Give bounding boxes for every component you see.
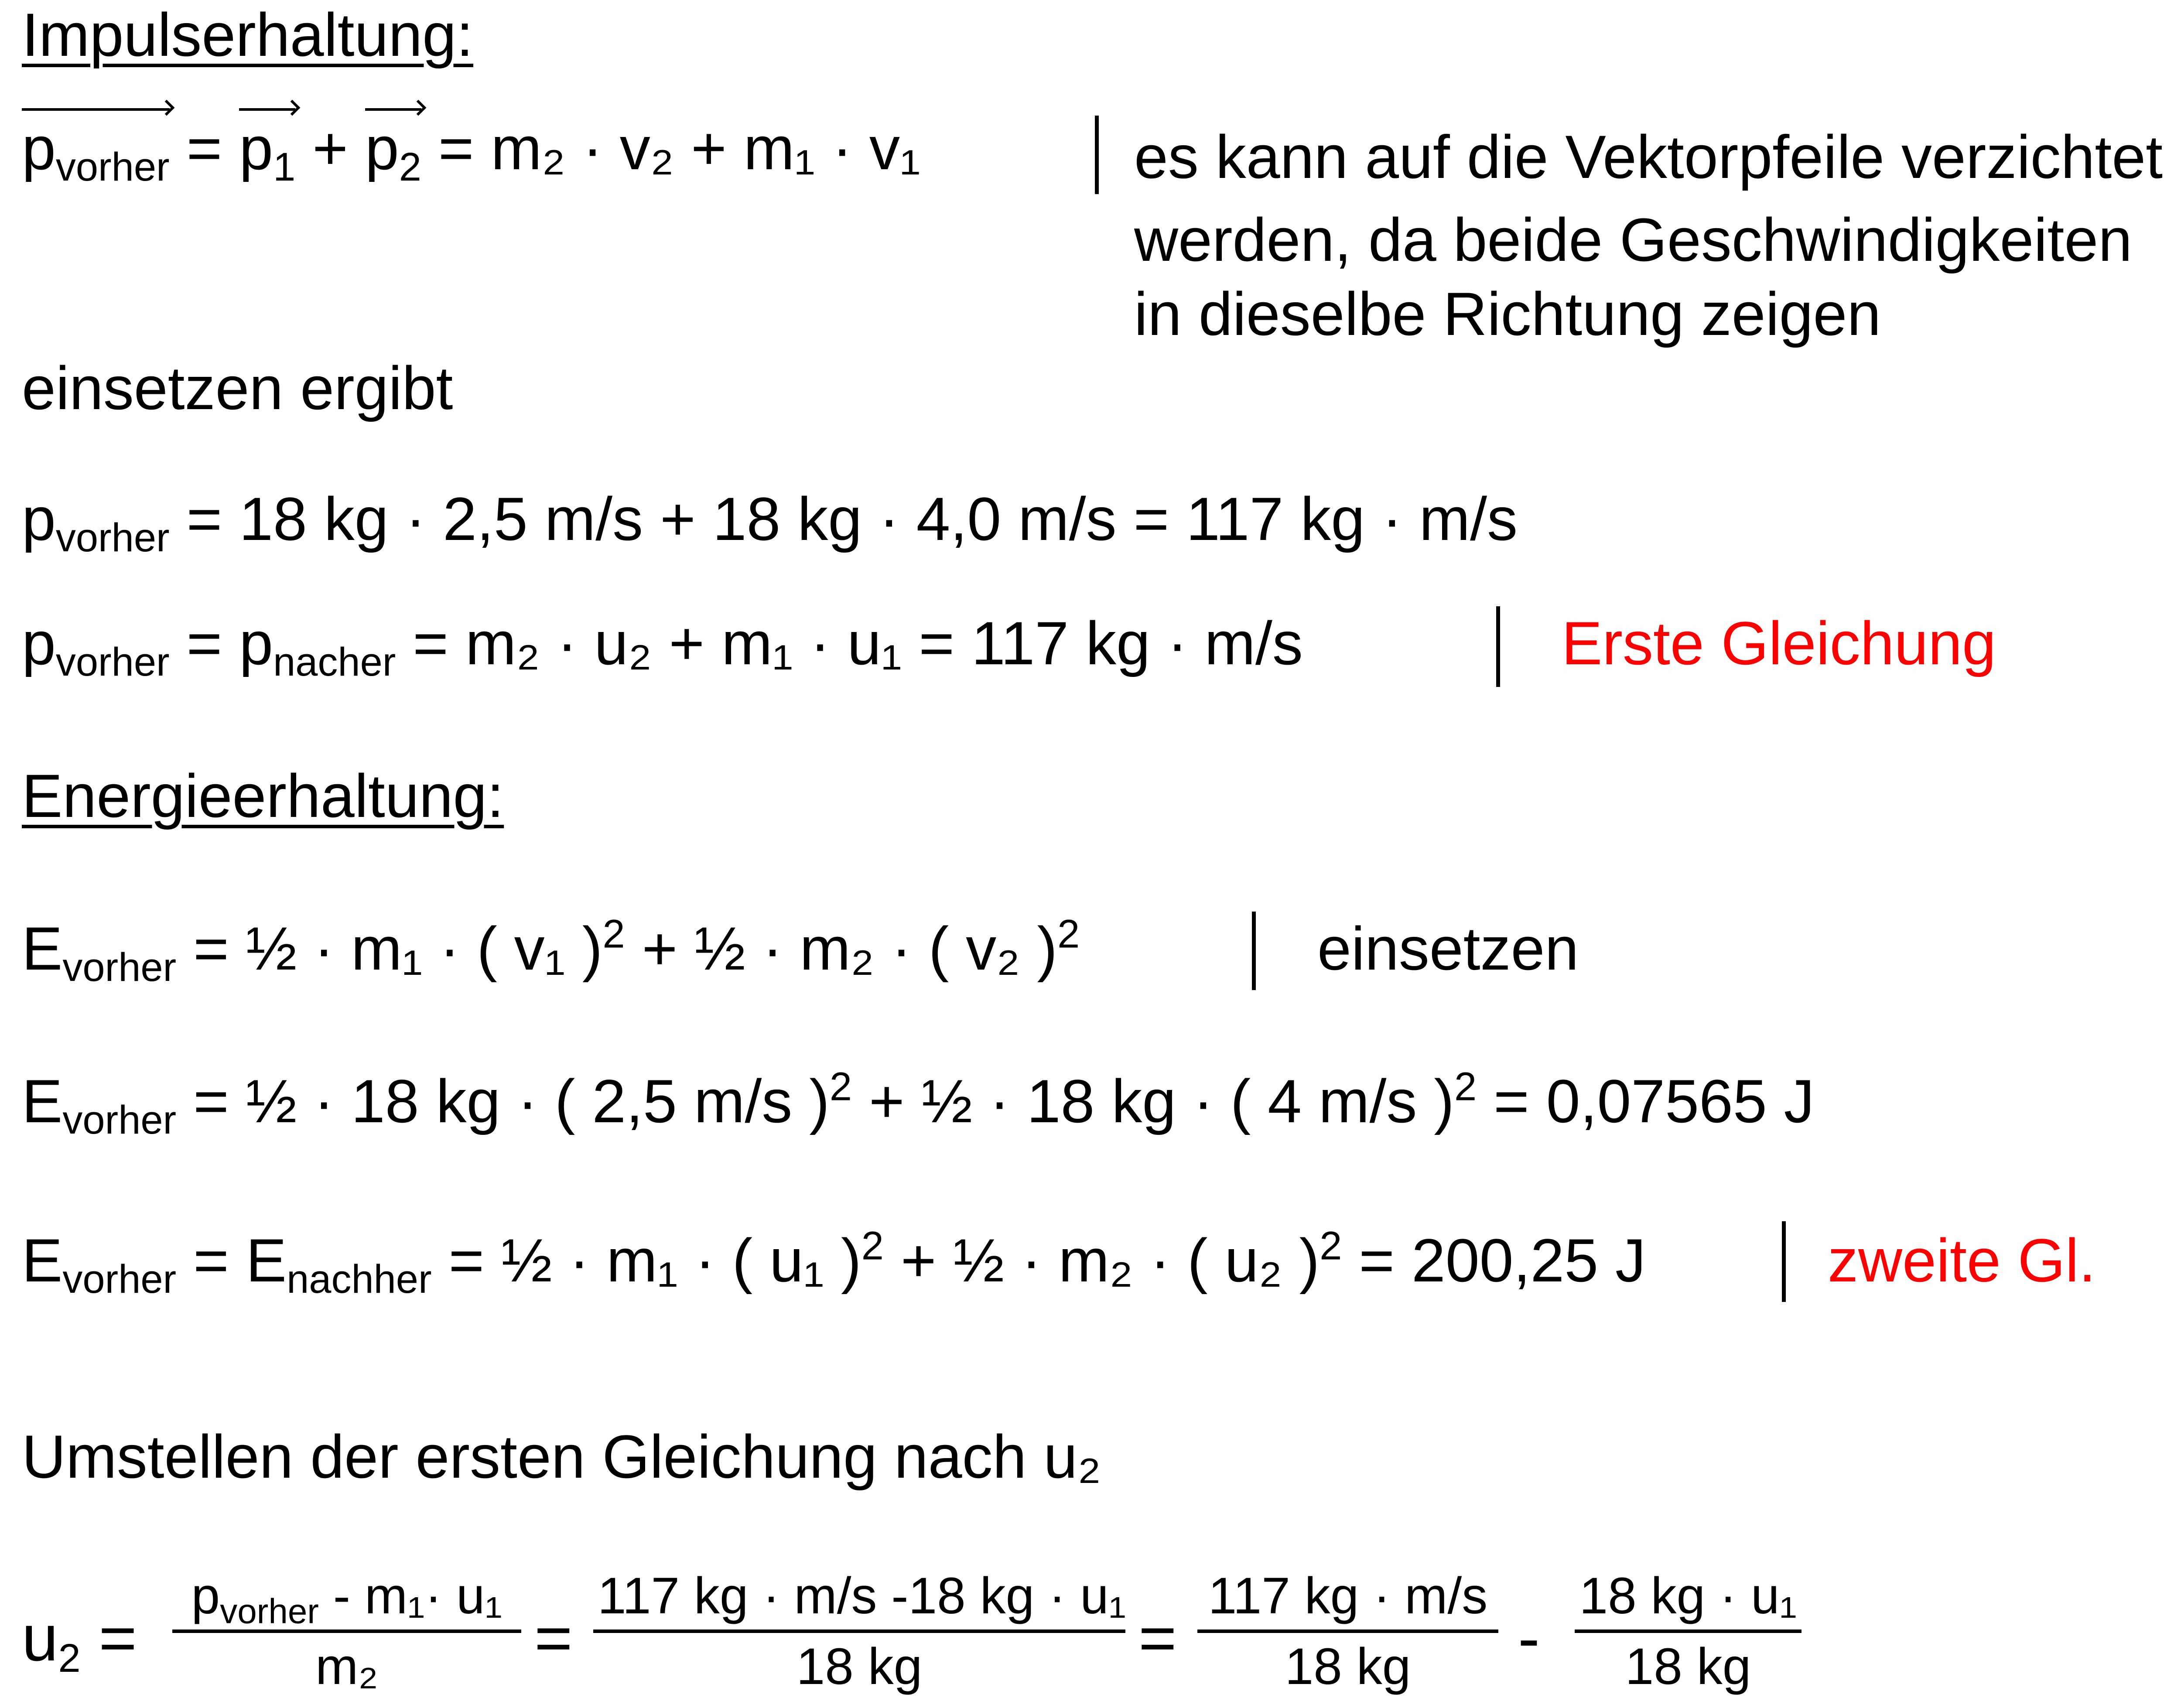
label-erste-gleichung: Erste Gleichung bbox=[1562, 609, 1996, 677]
separator-bar bbox=[1496, 606, 1500, 687]
vector-p1: $p_1$ bbox=[239, 114, 296, 189]
note-line-3: in dieselbe Richtung zeigen bbox=[1134, 280, 1881, 348]
vector-p-vorher: $p_{vorher}$ bbox=[22, 114, 170, 189]
energy-line-2: $E_{vorher}$ = ½ · 18 kg · ( 2,5 m/s )$^2$ + ½ · 18 kg · ( 4 m/s )$^2$ = 0,07565 J bbox=[22, 1064, 1815, 1142]
heading-impulserhaltung: Impulserhaltung: bbox=[22, 0, 474, 69]
first-equation-line: $p_{vorher} = p_{nacher} = m_2 \cdot u_2 + m_1 \cdot u_1 = 117$ kg · m/s bbox=[22, 609, 1303, 684]
separator-bar bbox=[1095, 116, 1099, 194]
note-line-1: es kann auf die Vektorpfeile verzichtet bbox=[1134, 123, 2163, 191]
label-zweite-gleichung: zweite Gl. bbox=[1828, 1226, 2096, 1295]
rearrange-text: Umstellen der ersten Gleichung nach u₂ bbox=[22, 1422, 1101, 1491]
fraction-2 bbox=[593, 1567, 1126, 1695]
fraction-3-denominator: 18 kg bbox=[1285, 1638, 1411, 1695]
equals-sign: = bbox=[1138, 1601, 1177, 1674]
fraction-4 bbox=[1575, 1567, 1802, 1695]
fraction-4-denominator: 18 kg bbox=[1625, 1638, 1751, 1695]
energy-line-1: $E_{vorher}$ = ½ · m₁ · ( v₁ )$^2$ + ½ · m₂ · ( v₂ )$^2$ bbox=[22, 912, 1080, 990]
u2-lhs: $u_2$ = bbox=[22, 1601, 137, 1681]
equals-sign: = bbox=[534, 1601, 573, 1674]
separator-bar bbox=[1252, 912, 1256, 990]
heading-energieerhaltung: Energieerhaltung: bbox=[22, 762, 504, 830]
momentum-vector-equation: $p_{vorher} = p_1 + p_2 = m_2 \cdot v_2 + m_1 \cdot v_1$ bbox=[22, 114, 921, 189]
fraction-1 bbox=[172, 1567, 521, 1695]
fraction-3 bbox=[1197, 1567, 1498, 1695]
einsetzen-ergibt: einsetzen ergibt bbox=[22, 354, 453, 422]
fraction-3-numerator: 117 kg · m/s bbox=[1197, 1570, 1498, 1633]
fraction-1-numerator: $p_{vorher} - m_1\cdot u_1$ bbox=[172, 1570, 521, 1633]
fraction-2-denominator: 18 kg bbox=[796, 1638, 923, 1695]
minus-sign: - bbox=[1518, 1601, 1540, 1674]
vector-p2: $p_2$ bbox=[365, 114, 421, 189]
fraction-1-denominator: m₂ bbox=[315, 1638, 379, 1695]
note-einsetzen: einsetzen bbox=[1317, 914, 1579, 983]
fraction-4-numerator: 18 kg · u₁ bbox=[1575, 1570, 1802, 1633]
fraction-2-numerator: 117 kg · m/s -18 kg · u₁ bbox=[593, 1570, 1125, 1633]
separator-bar bbox=[1782, 1221, 1786, 1302]
energy-line-3: $E_{vorher} = E_{nachher}$ = ½ · m₁ · ( u₁ )$^2$ + ½ · m₂ · ( u₂ )$^2$ = 200,25 J bbox=[22, 1223, 1646, 1301]
note-line-2: werden, da beide Geschwindigkeiten bbox=[1134, 205, 2133, 274]
momentum-values-line: $p_{vorher} = 18$ kg · 2,5 m/s + 18 kg · 4,0 m/s = 117 kg · m/s bbox=[22, 485, 1518, 560]
